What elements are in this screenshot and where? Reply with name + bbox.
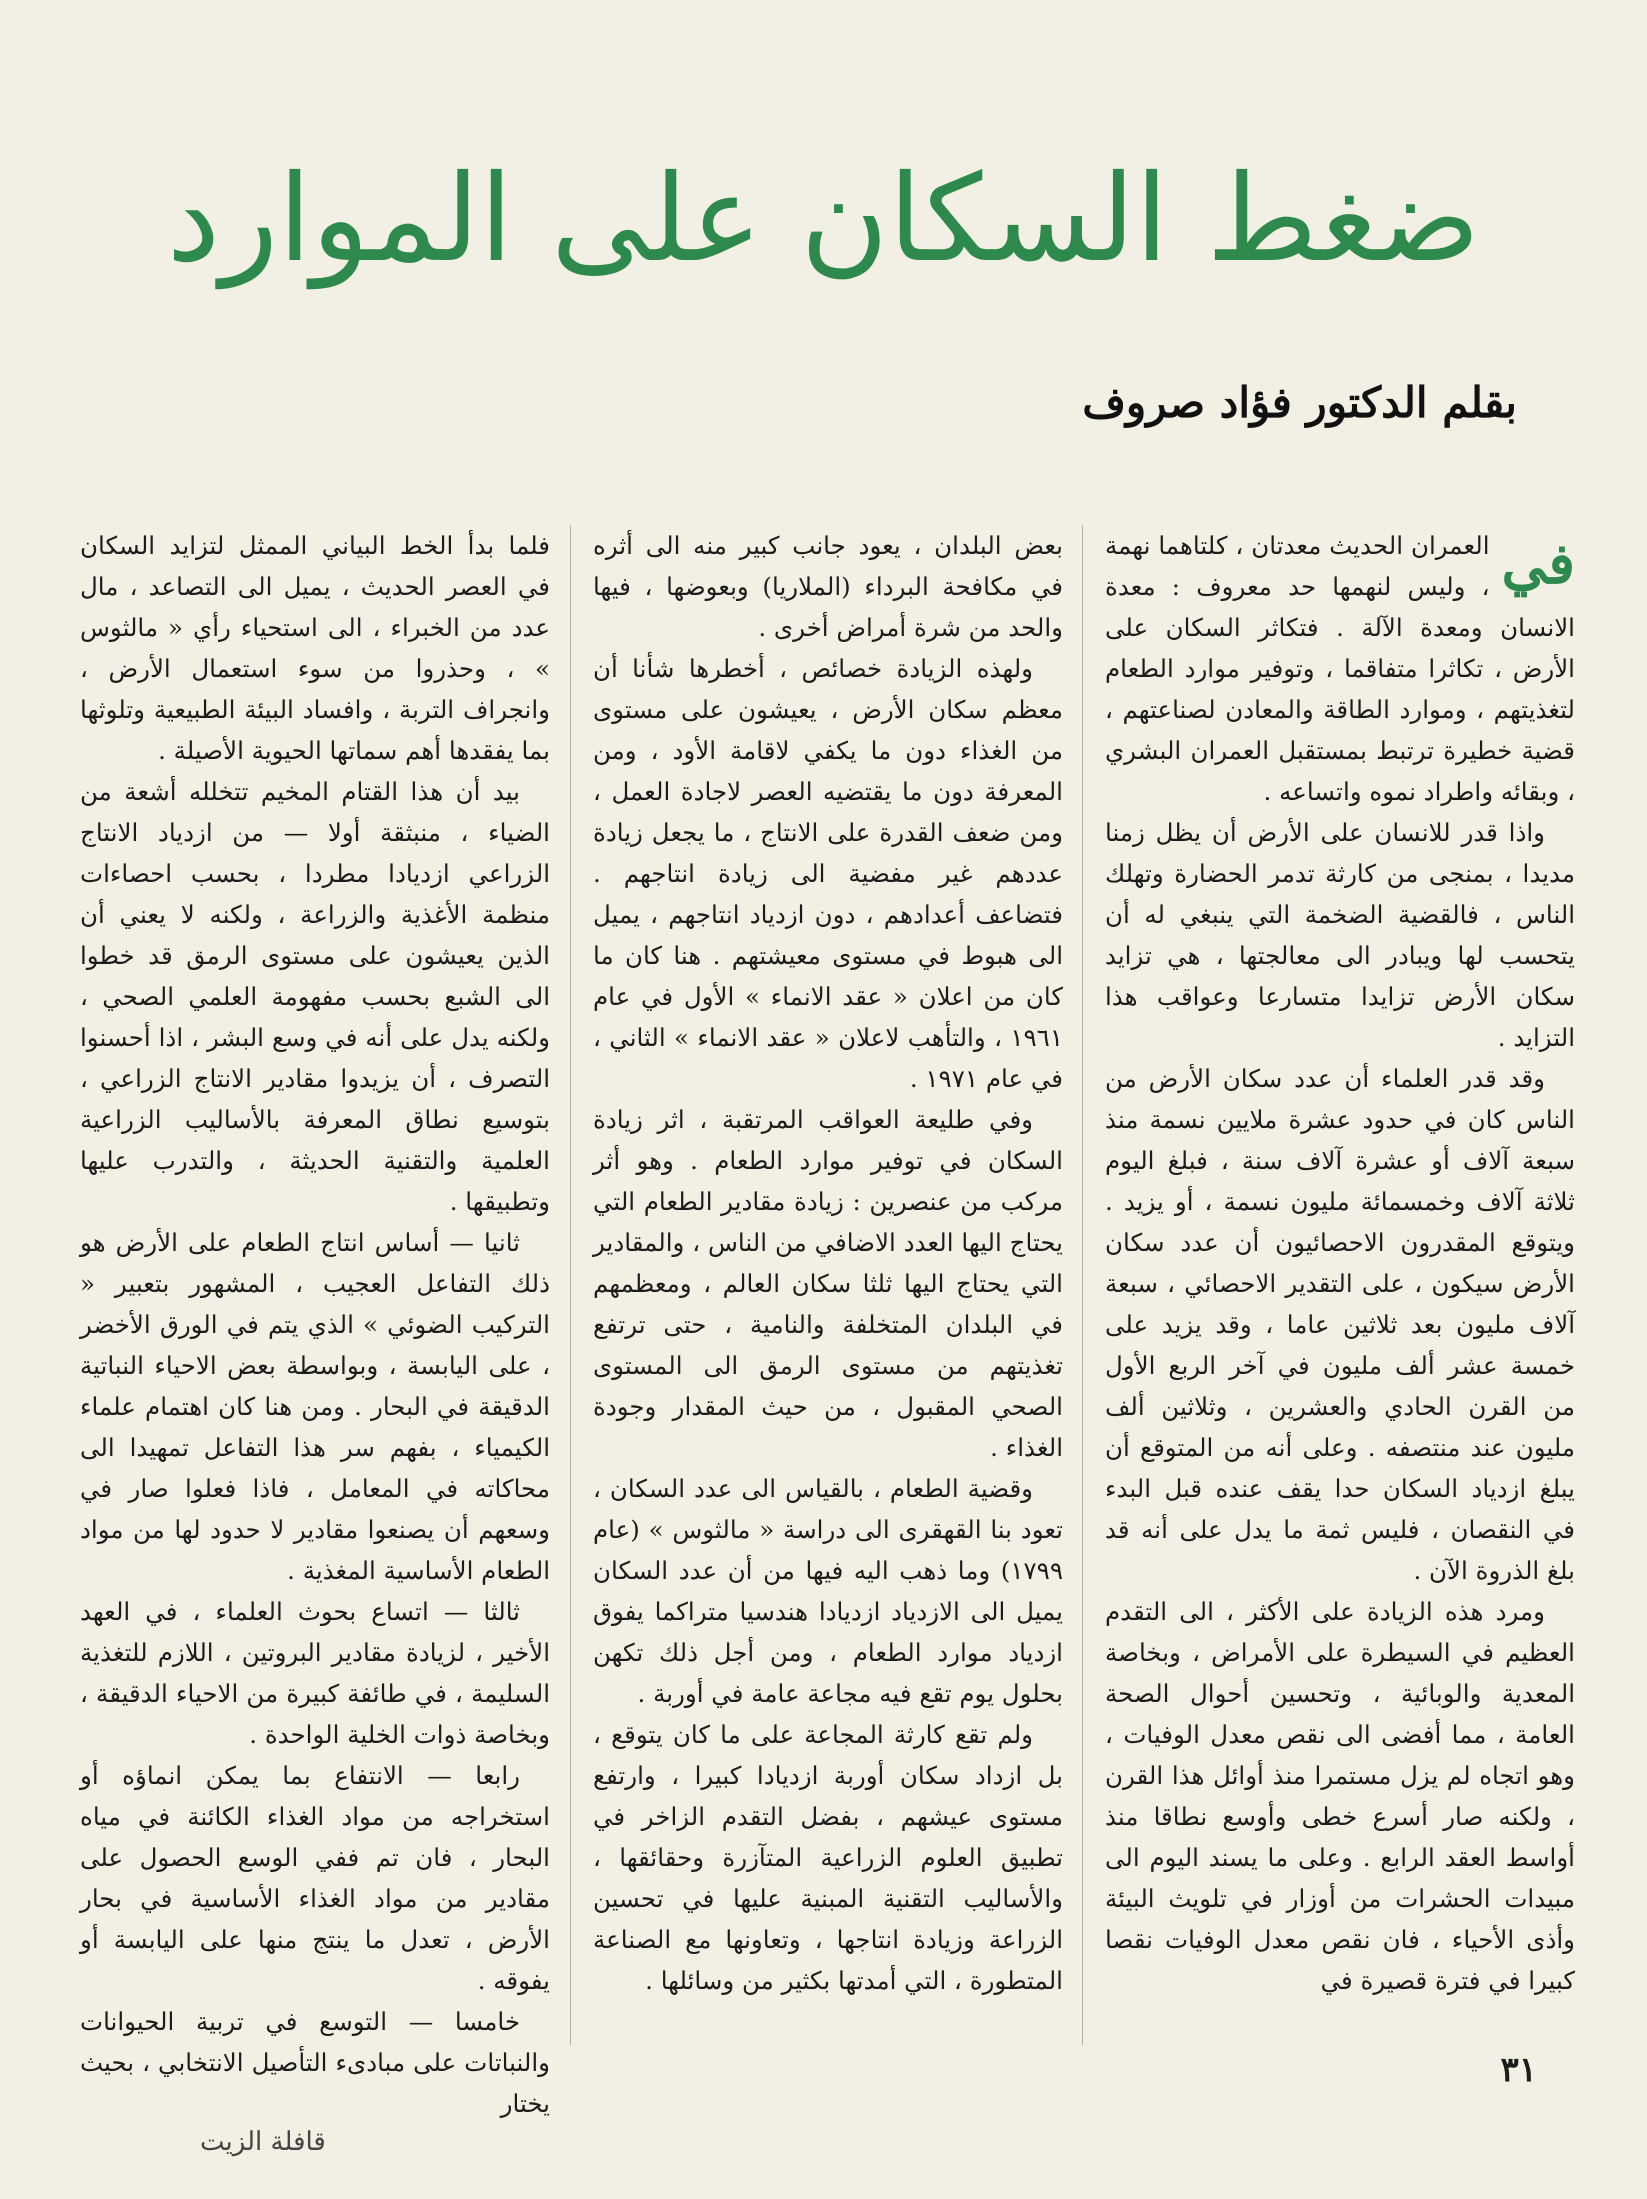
paragraph: رابعا — الانتفاع بما يمكن انماؤه أو استخراجه من مواد الغذاء الكائنة في مياه البحار ، فان تم ففي الوسع الحصول على مقادير من مواد الغذاء الأساسية في بحار الأرض ، تعدل ما ينتج منها على اليابسة أو يفوقه .	[80, 1761, 550, 1995]
publication-name: قافلة الزيت	[200, 2127, 326, 2157]
paragraph: خامسا — التوسع في تربية الحيوانات والنباتات على مبادىء التأصيل الانتخابي ، بحيث يختار	[80, 2007, 550, 2118]
author-byline: بقلم الدكتور فؤاد صروف	[1082, 378, 1517, 427]
paragraph: بيد أن هذا القتام المخيم تتخلله أشعة من الضياء ، منبثقة أولا — من ازدياد الانتاج الزراعي ازديادا مطردا ، بحسب احصاءات منظمة الأغذية والزراعة ، ولكنه لا يعني أن الذين يعيشون على مستوى الرمق قد خطوا الى الشبع بحسب مفهومة العلمي الصحي ، ولكنه يدل على أنه في وسع البشر ، اذا أحسنوا التصرف ، أن يزيدوا مقادير الانتاج الزراعي ، بتوسيع نطاق المعرفة بالأساليب الزراعية العلمية والتقنية الحديثة ، والتدرب عليها وتطبيقها .	[80, 777, 550, 1216]
paragraph: واذا قدر للانسان على الأرض أن يظل زمنا مديدا ، بمنجى من كارثة تدمر الحضارة وتهلك الناس ، فالقضية الضخمة التي ينبغي له أن يتحسب لها ويبادر الى معالجتها ، هي تزايد سكان الأرض تزايدا متسارعا وعواقب هذا التزايد .	[1105, 818, 1575, 1052]
paragraph: ثالثا — اتساع بحوث العلماء ، في العهد الأخير ، لزيادة مقادير البروتين ، اللازم للتغذية السليمة ، في طائفة كبيرة من الاحياء الدقيقة ، وبخاصة ذوات الخلية الواحدة .	[80, 1597, 550, 1749]
paragraph: وفي طليعة العواقب المرتقبة ، اثر زيادة السكان في توفير موارد الطعام . وهو أثر مركب من عنصرين : زيادة مقادير الطعام التي يحتاج اليها العدد الاضافي من الناس ، والمقادير التي يحتاج اليها ثلثا سكان العالم ، ومعظمهم في البلدان المتخلفة والنامية ، حتى ترتفع تغذيتهم من مستوى الرمق الى المستوى الصحي المقبول ، من حيث المقدار وجودة الغذاء .	[593, 1105, 1063, 1462]
column-divider	[570, 525, 571, 2045]
paragraph-text: العمران الحديث معدتان ، كلتاهما نهمة ، وليس لنهمها حد معروف : معدة الانسان ومعدة الآلة . فتكاثر السكان على الأرض ، تكاثرا متفاقما ، وتوفير موارد الطعام لتغذيتهم ، وموارد الطاقة والمعادن لصناعتهم ، قضية خطيرة ترتبط بمستقبل العمران البشري ، وبقائه واطراد نموه واتساعه .	[1105, 531, 1575, 806]
drop-cap: في	[1501, 531, 1575, 597]
paragraph: ثانيا — أساس انتاج الطعام على الأرض هو ذلك التفاعل العجيب ، المشهور بتعبير « التركيب الضوئي » الذي يتم في الورق الأخضر ، على اليابسة ، وبواسطة بعض الاحياء النباتية الدقيقة في البحار . ومن هنا كان اهتمام علماء الكيمياء ، بفهم سر هذا التفاعل تمهيدا الى محاكاته في المعامل ، فاذا فعلوا صار في وسعهم أن يصنعوا مقادير لا حدود لها من مواد الطعام الأساسية المغذية .	[80, 1228, 550, 1585]
paragraph: وقضية الطعام ، بالقياس الى عدد السكان ، تعود بنا القهقرى الى دراسة « مالثوس » (عام ١٧٩٩) وما ذهب اليه فيها من أن عدد السكان يميل الى الازدياد ازديادا هندسيا متراكما يفوق ازدياد موارد الطعام ، ومن أجل ذلك تكهن بحلول يوم تقع فيه مجاعة عامة في أوربة .	[593, 1474, 1063, 1708]
paragraph: ومرد هذه الزيادة على الأكثر ، الى التقدم العظيم في السيطرة على الأمراض ، وبخاصة المعدية والوبائية ، وتحسين أحوال الصحة العامة ، مما أفضى الى نقص معدل الوفيات ، وهو اتجاه لم يزل مستمرا منذ أوائل هذا القرن ، ولكنه صار أسرع خطى وأوسع نطاقا منذ أواسط العقد الرابع . وعلى ما يسند اليوم الى مبيدات الحشرات من أوزار في تلويث البيئة وأذى الأحياء ، فان نقص معدل الوفيات نقصا كبيرا في فترة قصيرة في	[1105, 1597, 1575, 1995]
article-title: ضغط السكان على الموارد	[166, 150, 1481, 289]
column-right	[1105, 525, 1575, 2045]
paragraph: ولم تقع كارثة المجاعة على ما كان يتوقع ، بل ازداد سكان أوربة ازديادا كبيرا ، وارتفع مستوى عيشهم ، بفضل التقدم الزاخر في تطبيق العلوم الزراعية المتآزرة وحقائقها ، والأساليب التقنية المبنية عليها في تحسين الزراعة وزيادة انتاجها ، وتعاونها مع الصناعة المتطورة ، التي أمدتها بكثير من وسائلها .	[593, 1720, 1063, 1995]
paragraph: وقد قدر العلماء أن عدد سكان الأرض من الناس كان في حدود عشرة ملايين نسمة منذ سبعة آلاف أو عشرة آلاف سنة ، فبلغ اليوم ثلاثة آلاف وخمسمائة مليون نسمة ، أو يزيد . ويتوقع المقدرون الاحصائيون أن عدد سكان الأرض سيكون ، على التقدير الاحصائي ، سبعة آلاف مليون بعد ثلاثين عاما ، وقد يزيد على خمسة عشر ألف مليون في آخر الربع الأول من القرن الحادي والعشرين ، وثلاثين ألف مليون عند منتصفه . وعلى أنه من المتوقع أن يبلغ ازدياد السكان حدا يقف عنده قبل البدء في النقصان ، فليس ثمة ما يدل على أنه قد بلغ الذروة الآن .	[1105, 1064, 1575, 1585]
column-left	[80, 525, 550, 2118]
paragraph: فلما بدأ الخط البياني الممثل لتزايد السكان في العصر الحديث ، يميل الى التصاعد ، مال عدد من الخبراء ، الى استحياء رأي « مالثوس » ، وحذروا من سوء استعمال الأرض ، وانجراف التربة ، وافساد البيئة الطبيعية وتلوثها بما يفقدها أهم سماتها الحيوية الأصيلة .	[80, 531, 550, 765]
paragraph	[1105, 525, 1575, 812]
page-number: ٣١	[1500, 2050, 1537, 2090]
column-divider	[1082, 525, 1083, 2045]
paragraph: بعض البلدان ، يعود جانب كبير منه الى أثره في مكافحة البرداء (الملاريا) وبعوضها ، فيها والحد من شرة أمراض أخرى .	[593, 531, 1063, 642]
paragraph: ولهذه الزيادة خصائص ، أخطرها شأنا أن معظم سكان الأرض ، يعيشون على مستوى من الغذاء دون ما يكفي لاقامة الأود ، ومن المعرفة دون ما يقتضيه العصر لاجادة العمل ، ومن ضعف القدرة على الانتاج ، ما يجعل زيادة عددهم غير مفضية الى زيادة انتاجهم . فتضاعف أعدادهم ، دون ازدياد انتاجهم ، يميل الى هبوط في مستوى معيشتهم . هنا كان ما كان من اعلان « عقد الانماء » الأول في عام ١٩٦١ ، والتأهب لاعلان « عقد الانماء » الثاني ، في عام ١٩٧١ .	[593, 654, 1063, 1093]
column-middle	[593, 525, 1063, 2045]
